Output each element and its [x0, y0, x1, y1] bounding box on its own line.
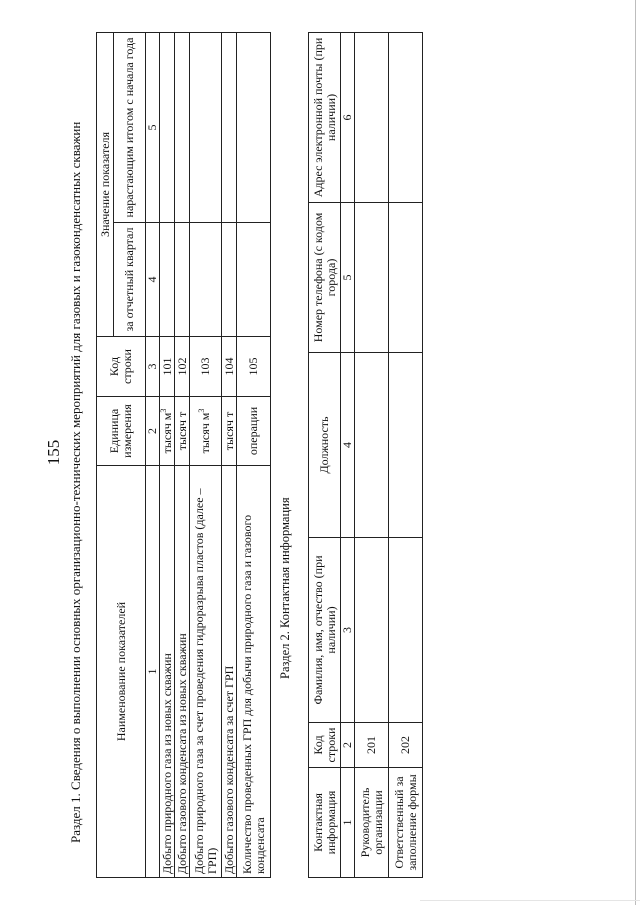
colnum-4: 4: [341, 353, 355, 538]
table-row: [175, 32, 190, 877]
row-unit: операции: [237, 397, 271, 466]
row-value-quarter[interactable]: [190, 223, 222, 337]
row-code: 103: [190, 337, 222, 397]
row-code: 202: [389, 723, 423, 768]
colnum-6: 6: [341, 33, 355, 203]
row-position[interactable]: [355, 353, 389, 538]
row-name: Добыто газового конденсата из новых скважин: [175, 466, 190, 878]
section1-title: Раздел 1. Сведения о выполнении основных организационно-технических мероприятий для газовых и газоконденсатных скважин: [68, 121, 83, 843]
row-label: Ответственный за заполнение формы: [389, 768, 423, 878]
row-unit: тысяч $м^3$: [160, 397, 175, 466]
row-value-ytd[interactable]: [175, 32, 190, 222]
row-name: Добыто природного газа за счет проведения гидроразрыва пластов (далее – ГРП): [190, 466, 222, 878]
row-code: 105: [237, 337, 271, 397]
section2-title: Раздел 2. Контактная информация: [278, 497, 292, 679]
row-code: 101: [160, 337, 175, 397]
colnum-5: 5: [146, 32, 160, 222]
table-row: [190, 32, 222, 877]
section2-table: [308, 32, 423, 878]
table-row: [355, 33, 389, 878]
row-email[interactable]: [355, 33, 389, 203]
row-value-ytd[interactable]: [160, 32, 175, 222]
colnum-3: 3: [146, 337, 160, 397]
row-fio[interactable]: [355, 538, 389, 723]
header-code: Код строки: [97, 337, 146, 397]
row-code: 102: [175, 337, 190, 397]
colnum-4: 4: [146, 223, 160, 337]
colnum-2: 2: [341, 723, 355, 768]
row-phone[interactable]: [389, 203, 423, 353]
row-fio[interactable]: [389, 538, 423, 723]
header-position: Должность: [309, 353, 341, 538]
row-name: Добыто природного газа из новых скважин: [160, 466, 175, 878]
colnum-1: 1: [146, 466, 160, 878]
header-ytd: нарастающим итогом с начала года: [114, 32, 146, 222]
table-row: [237, 32, 271, 877]
row-unit: тысяч $м^3$: [190, 397, 222, 466]
header-phone: Номер телефона (с кодом города): [309, 203, 341, 353]
table-row: [222, 32, 237, 877]
row-name: Добыто газового конденсата за счет ГРП: [222, 466, 237, 878]
table-row: [389, 33, 423, 878]
colnum-5: 5: [341, 203, 355, 353]
row-name: Количество проведенных ГРП для добычи природного газа и газового конденсата: [237, 466, 271, 878]
row-value-quarter[interactable]: [222, 223, 237, 337]
row-phone[interactable]: [355, 203, 389, 353]
page-number: 155: [44, 439, 63, 466]
header-code: Код строки: [309, 723, 341, 768]
section1-table: [96, 32, 271, 878]
row-code: 201: [355, 723, 389, 768]
row-unit: тысяч т: [175, 397, 190, 466]
header-email: Адрес электронной почты (при наличии): [309, 33, 341, 203]
header-contact: Контактная информация: [309, 768, 341, 878]
row-position[interactable]: [389, 353, 423, 538]
header-quarter: за отчетный квартал: [114, 223, 146, 337]
row-value-ytd[interactable]: [190, 32, 222, 222]
colnum-1: 1: [341, 768, 355, 878]
row-value-quarter[interactable]: [160, 223, 175, 337]
row-value-ytd[interactable]: [237, 32, 271, 222]
row-value-ytd[interactable]: [222, 32, 237, 222]
header-unit: Единица измерения: [97, 397, 146, 466]
header-fio: Фамилия, имя, отчество (при наличии): [309, 538, 341, 723]
row-email[interactable]: [389, 33, 423, 203]
table-row: [160, 32, 175, 877]
row-code: 104: [222, 337, 237, 397]
row-label: Руководитель организации: [355, 768, 389, 878]
row-value-quarter[interactable]: [237, 223, 271, 337]
header-value-group: Значение показателя: [97, 32, 114, 336]
row-value-quarter[interactable]: [175, 223, 190, 337]
colnum-3: 3: [341, 538, 355, 723]
colnum-2: 2: [146, 397, 160, 466]
row-unit: тысяч т: [222, 397, 237, 466]
header-name: Наименование показателей: [97, 466, 146, 878]
